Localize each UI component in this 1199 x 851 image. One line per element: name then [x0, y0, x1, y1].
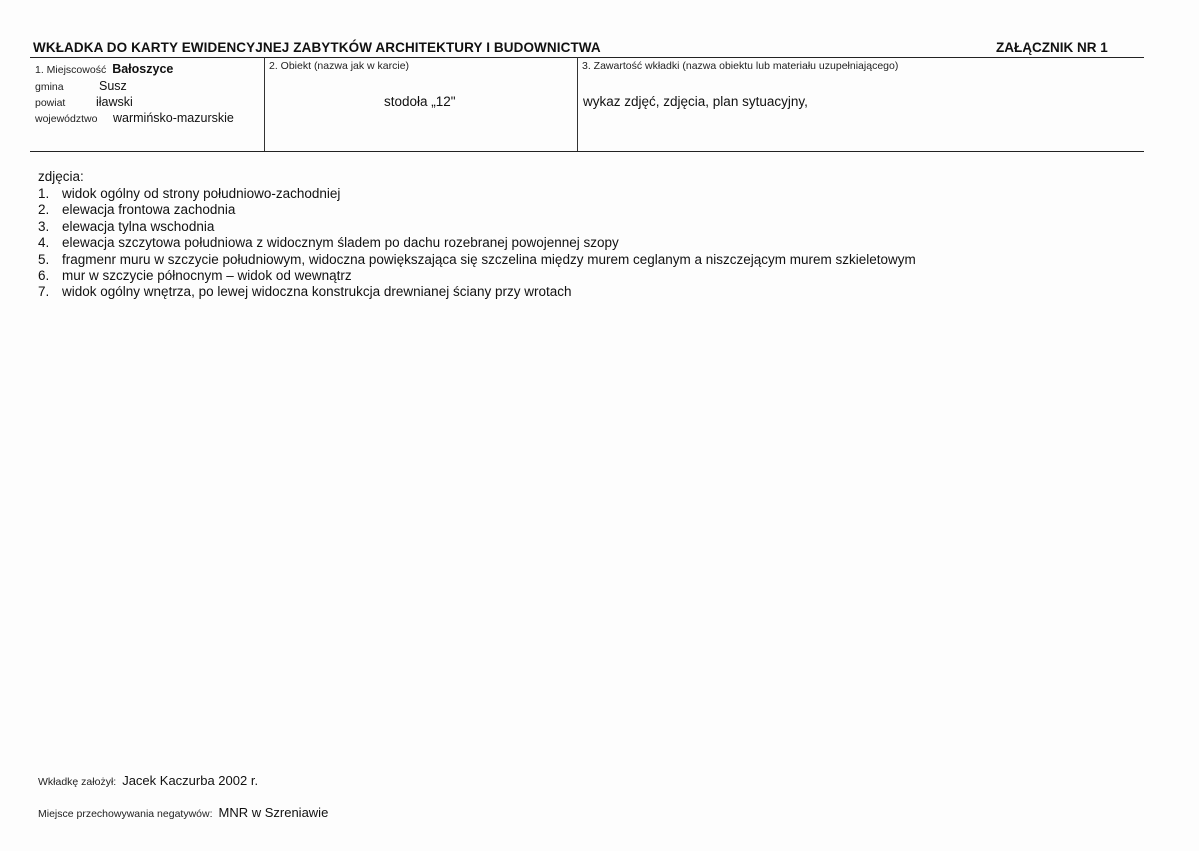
annex-number: ZAŁĄCZNIK NR 1: [996, 40, 1108, 55]
powiat-value: iławski: [96, 95, 133, 109]
wojewodztwo-value: warmińsko-mazurskie: [113, 111, 234, 125]
storage-line: [38, 804, 328, 822]
list-item: 1. widok ogólny od strony południowo-zachodniej: [38, 186, 341, 201]
gmina-row: [35, 79, 127, 93]
powiat-label: powiat: [35, 97, 66, 109]
table-top-rule: [30, 57, 1144, 58]
storage-value: MNR w Szreniawie: [218, 805, 329, 820]
photos-heading: zdjęcia:: [38, 169, 84, 184]
storage-label: Miejsce przechowywania negatywów:: [38, 808, 213, 820]
list-item: 5. fragmenr muru w szczycie południowym, widoczna powiększająca się szczelina między murem ceglanym a niszczejącym murem szkieletowym: [38, 251, 916, 267]
table-bottom-rule: [30, 151, 1144, 152]
founder-line: [38, 772, 258, 790]
list-item: 3. elewacja tylna wschodnia: [38, 218, 215, 234]
object-label: 2. Obiekt (nazwa jak w karcie): [269, 60, 410, 72]
column-divider: [577, 57, 578, 152]
list-item: 7. widok ogólny wnętrza, po lewej widoczna konstrukcja drewnianej ściany przy wrotach: [38, 284, 572, 300]
list-item: 2. elewacja frontowa zachodnia: [38, 202, 236, 218]
list-item: 4. elewacja szczytowa południowa z widocznym śladem po dachu rozebranej powojennej szopy: [38, 235, 619, 251]
wojewodztwo-row: [35, 111, 234, 125]
gmina-value: Susz: [99, 79, 127, 93]
list-item: 6. mur w szczycie północnym – widok od wewnątrz: [38, 268, 352, 284]
document-title: WKŁADKA DO KARTY EWIDENCYJNEJ ZABYTKÓW ARCHITEKTURY I BUDOWNICTWA: [33, 40, 601, 55]
wojewodztwo-label: województwo: [35, 113, 98, 125]
object-value: stodoła „12": [384, 94, 456, 109]
founder-label: Wkładkę założył:: [38, 776, 117, 788]
location-value: Bałoszyce: [112, 62, 174, 76]
founder-value: Jacek Kaczurba 2002 r.: [122, 773, 259, 788]
photo-list: [38, 186, 916, 301]
column-divider: [264, 57, 265, 152]
location-label: 1. Miejscowość: [35, 64, 107, 76]
powiat-row: [35, 95, 133, 109]
content-label: 3. Zawartość wkładki (nazwa obiektu lub materiału uzupełniającego): [582, 60, 899, 72]
location-cell: [35, 60, 173, 78]
gmina-label: gmina: [35, 81, 64, 93]
content-value: wykaz zdjęć, zdjęcia, plan sytuacyjny,: [583, 94, 808, 109]
